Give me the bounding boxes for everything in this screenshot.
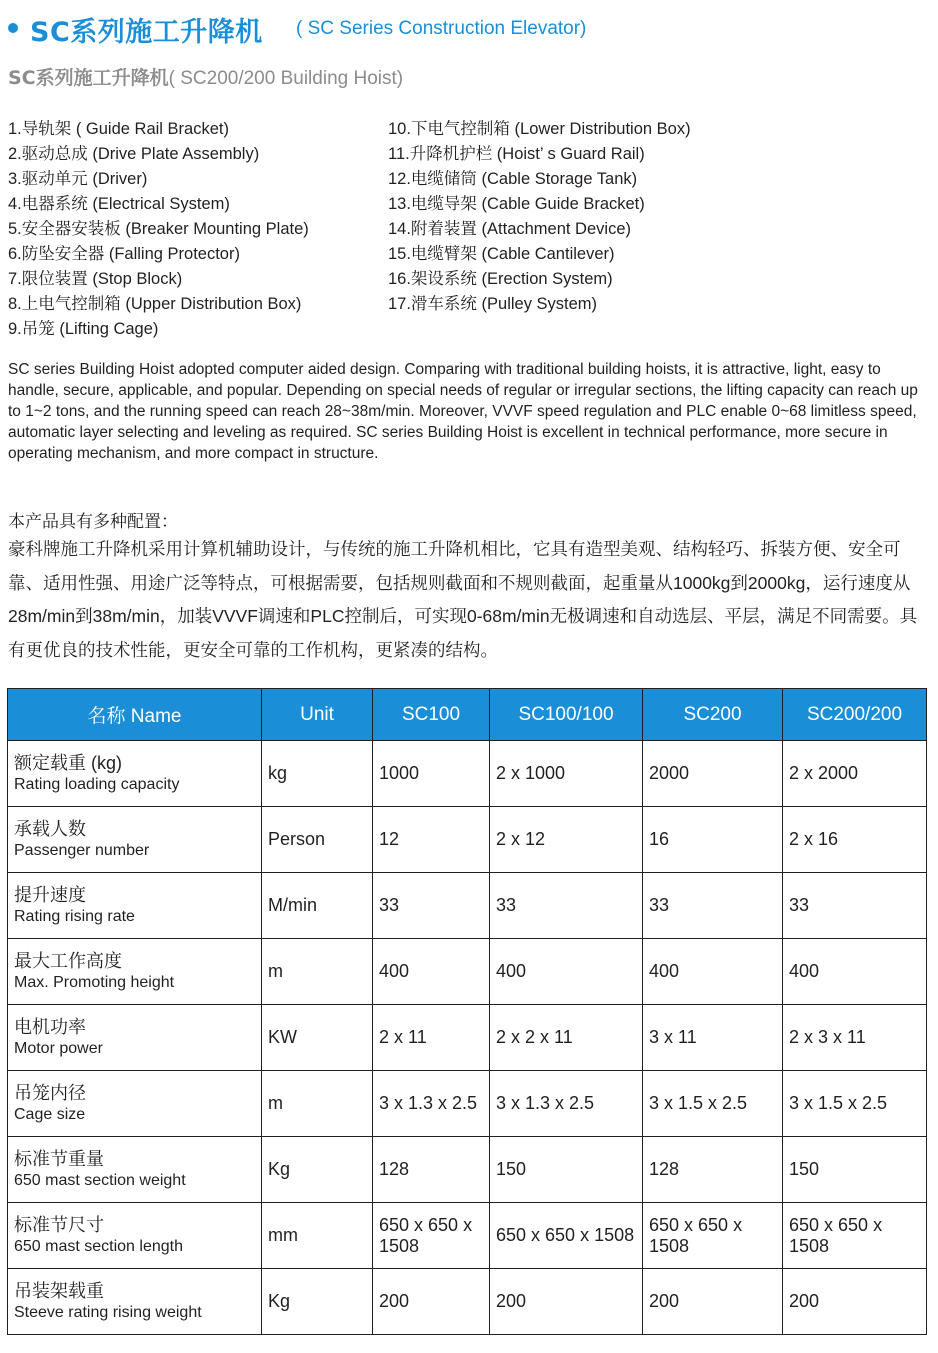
row-value-cell: 128 bbox=[373, 1137, 490, 1203]
config-title: 本产品具有多种配置： bbox=[8, 512, 178, 531]
row-value-cell: 33 bbox=[373, 873, 490, 939]
row-value-cell: 200 bbox=[373, 1269, 490, 1335]
row-name-cn: 电机功率 bbox=[14, 1016, 86, 1037]
parts-item: 11.升降机护栏 (Hoist’ s Guard Rail) bbox=[388, 145, 645, 163]
row-name-en: Motor power bbox=[14, 1039, 103, 1057]
parts-item: 8.上电气控制箱 (Upper Distribution Box) bbox=[8, 295, 302, 313]
parts-item: 7.限位装置 (Stop Block) bbox=[8, 270, 183, 288]
spec-table bbox=[7, 688, 927, 1335]
row-value-cell: 3 x 1.5 x 2.5 bbox=[643, 1071, 783, 1137]
row-value-cell: 12 bbox=[373, 807, 490, 873]
row-value-cell: 400 bbox=[490, 939, 643, 1005]
parts-item: 16.架设系统 (Erection System) bbox=[388, 270, 613, 288]
row-name-en: 650 mast section length bbox=[14, 1237, 183, 1255]
row-name-en: Steeve rating rising weight bbox=[14, 1303, 202, 1321]
table-row bbox=[8, 741, 927, 807]
bullet-icon bbox=[8, 23, 18, 33]
table-row bbox=[8, 939, 927, 1005]
row-value-cell: 200 bbox=[490, 1269, 643, 1335]
row-name-cell bbox=[8, 873, 262, 939]
row-unit-cell: m bbox=[262, 939, 373, 1005]
row-name-cell bbox=[8, 1071, 262, 1137]
row-value-cell: 128 bbox=[643, 1137, 783, 1203]
parts-item: 17.滑车系统 (Pulley System) bbox=[388, 295, 598, 313]
row-name-en: Rating loading capacity bbox=[14, 775, 180, 793]
row-value-cell: 2 x 11 bbox=[373, 1005, 490, 1071]
table-header-cell: SC100 bbox=[373, 689, 490, 741]
row-name-cn: 额定载重 (kg) bbox=[14, 752, 122, 773]
row-name-cell bbox=[8, 939, 262, 1005]
parts-item: 4.电器系统 (Electrical System) bbox=[8, 195, 230, 213]
parts-list-right bbox=[388, 117, 691, 317]
row-value-cell: 3 x 1.5 x 2.5 bbox=[783, 1071, 927, 1137]
row-name-en: Cage size bbox=[14, 1105, 86, 1123]
row-value-cell: 2 x 2000 bbox=[783, 741, 927, 807]
row-value-cell: 3 x 1.3 x 2.5 bbox=[490, 1071, 643, 1137]
row-value-cell: 400 bbox=[643, 939, 783, 1005]
row-unit-cell: Kg bbox=[262, 1137, 373, 1203]
row-value-cell: 400 bbox=[373, 939, 490, 1005]
parts-item: 3.驱动单元 (Driver) bbox=[8, 170, 148, 188]
subtitle bbox=[8, 63, 403, 90]
parts-item: 2.驱动总成 (Drive Plate Assembly) bbox=[8, 145, 260, 163]
description-cn: 豪科牌施工升降机采用计算机辅助设计，与传统的施工升降机相比，它具有造型美观、结构轻巧、拆装方便、安全可靠、适用性强、用途广泛等特点，可根据需要，包括规则截面和不规则截面，起重量从1000kg到2000kg，运行速度从28m/min到38m/min，加装VVVF调速和PLC控制后，可实现0-68m/min无极调速和自动选层、平层，满足不同需要。具有更优良的技术性能，更安全可靠的工作机构，更紧凑的结构。 bbox=[8, 539, 918, 660]
row-value-cell: 1000 bbox=[373, 741, 490, 807]
table-header-cell: 名称 Name bbox=[8, 689, 262, 741]
row-name-cell bbox=[8, 1005, 262, 1071]
row-name-cn: 标准节尺寸 bbox=[14, 1214, 104, 1235]
row-value-cell: 400 bbox=[783, 939, 927, 1005]
parts-list-left bbox=[8, 117, 309, 342]
table-header-cell: SC200 bbox=[643, 689, 783, 741]
row-unit-cell: Kg bbox=[262, 1269, 373, 1335]
description-en: SC series Building Hoist adopted computer aided design. Comparing with traditional building hoists, it is attractive, light, easy to handle, secure, applicable, and popular. Depending on special needs of regular or irregular sections, the lifting capacity can reach up to 1~2 tons, and the running speed can reach 28~38m/min. Moreover, VVVF speed regulation and PLC enable 0~68 limitless speed, automatic layer selecting and leveling as required. SC series Building Hoist is excellent in technical performance, more secure in operating mechanism, and more compact in structure. bbox=[8, 361, 918, 462]
row-value-cell: 2 x 12 bbox=[490, 807, 643, 873]
parts-item: 13.电缆导架 (Cable Guide Bracket) bbox=[388, 195, 645, 213]
row-value-cell: 650 x 650 x 1508 bbox=[373, 1203, 490, 1269]
parts-item: 14.附着装置 (Attachment Device) bbox=[388, 220, 631, 238]
row-value-cell: 3 x 11 bbox=[643, 1005, 783, 1071]
parts-item: 6.防坠安全器 (Falling Protector) bbox=[8, 245, 240, 263]
parts-item: 12.电缆储筒 (Cable Storage Tank) bbox=[388, 170, 638, 188]
row-unit-cell: KW bbox=[262, 1005, 373, 1071]
row-name-cn: 提升速度 bbox=[14, 884, 86, 905]
row-name-cell bbox=[8, 807, 262, 873]
table-header-row bbox=[8, 689, 927, 741]
parts-item: 1.导轨架 ( Guide Rail Bracket) bbox=[8, 120, 229, 138]
row-value-cell: 200 bbox=[643, 1269, 783, 1335]
table-row bbox=[8, 1269, 927, 1335]
row-value-cell: 33 bbox=[490, 873, 643, 939]
row-name-cn: 最大工作高度 bbox=[14, 950, 122, 971]
row-value-cell: 2 x 1000 bbox=[490, 741, 643, 807]
row-name-cn: 标准节重量 bbox=[14, 1148, 104, 1169]
row-name-cn: 吊装架载重 bbox=[14, 1280, 104, 1301]
table-row bbox=[8, 807, 927, 873]
row-unit-cell: mm bbox=[262, 1203, 373, 1269]
parts-item: 5.安全器安装板 (Breaker Mounting Plate) bbox=[8, 220, 309, 238]
table-header-cell: SC200/200 bbox=[783, 689, 927, 741]
row-unit-cell: kg bbox=[262, 741, 373, 807]
row-unit-cell: m bbox=[262, 1071, 373, 1137]
subtitle-bold: SC系列施工升降机 bbox=[8, 67, 169, 89]
parts-item: 15.电缆臂架 (Cable Cantilever) bbox=[388, 245, 615, 263]
row-value-cell: 16 bbox=[643, 807, 783, 873]
row-value-cell: 650 x 650 x 1508 bbox=[783, 1203, 927, 1269]
parts-item: 9.吊笼 (Lifting Cage) bbox=[8, 320, 159, 338]
row-value-cell: 3 x 1.3 x 2.5 bbox=[373, 1071, 490, 1137]
page-header bbox=[8, 6, 928, 46]
row-name-cell bbox=[8, 741, 262, 807]
row-name-en: Rating rising rate bbox=[14, 907, 135, 925]
subtitle-rest: ( SC200/200 Building Hoist) bbox=[168, 68, 404, 89]
row-value-cell: 2 x 3 x 11 bbox=[783, 1005, 927, 1071]
table-row bbox=[8, 1071, 927, 1137]
row-unit-cell: M/min bbox=[262, 873, 373, 939]
row-value-cell: 33 bbox=[643, 873, 783, 939]
row-name-en: 650 mast section weight bbox=[14, 1171, 186, 1189]
row-value-cell: 650 x 650 x 1508 bbox=[643, 1203, 783, 1269]
table-body bbox=[8, 741, 927, 1335]
row-name-cell bbox=[8, 1269, 262, 1335]
row-unit-cell: Person bbox=[262, 807, 373, 873]
row-name-en: Passenger number bbox=[14, 841, 150, 859]
title-en: ( SC Series Construction Elevator) bbox=[296, 18, 587, 39]
table-header-cell: SC100/100 bbox=[490, 689, 643, 741]
row-value-cell: 2000 bbox=[643, 741, 783, 807]
row-value-cell: 2 x 2 x 11 bbox=[490, 1005, 643, 1071]
row-value-cell: 650 x 650 x 1508 bbox=[490, 1203, 643, 1269]
row-value-cell: 33 bbox=[783, 873, 927, 939]
row-value-cell: 150 bbox=[490, 1137, 643, 1203]
table-row bbox=[8, 1137, 927, 1203]
row-value-cell: 2 x 16 bbox=[783, 807, 927, 873]
row-name-cell bbox=[8, 1203, 262, 1269]
row-name-cn: 承载人数 bbox=[14, 818, 86, 839]
title-cn: SC系列施工升降机 bbox=[30, 17, 263, 48]
row-name-en: Max. Promoting height bbox=[14, 973, 175, 991]
row-name-cell bbox=[8, 1137, 262, 1203]
table-row bbox=[8, 1005, 927, 1071]
table-row bbox=[8, 873, 927, 939]
row-value-cell: 150 bbox=[783, 1137, 927, 1203]
parts-item: 10.下电气控制箱 (Lower Distribution Box) bbox=[388, 120, 691, 138]
table-header-cell: Unit bbox=[262, 689, 373, 741]
table-row bbox=[8, 1203, 927, 1269]
row-value-cell: 200 bbox=[783, 1269, 927, 1335]
row-name-cn: 吊笼内径 bbox=[14, 1082, 86, 1103]
